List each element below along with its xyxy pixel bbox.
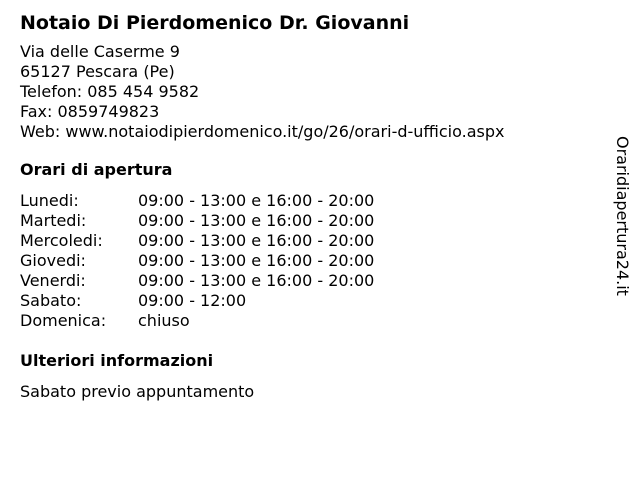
street-address: Via delle Caserme 9 bbox=[20, 42, 180, 61]
fax-number: Fax: 0859749823 bbox=[20, 102, 160, 121]
address-block bbox=[20, 42, 600, 142]
opening-hours-table bbox=[20, 191, 600, 331]
hours-day: Venerdi: bbox=[20, 271, 86, 290]
phone-number: Telefon: 085 454 9582 bbox=[20, 82, 200, 101]
hours-day: Domenica: bbox=[20, 311, 107, 330]
hours-time: 09:00 - 13:00 e 16:00 - 20:00 bbox=[138, 271, 375, 290]
hours-time: 09:00 - 13:00 e 16:00 - 20:00 bbox=[138, 251, 375, 270]
hours-row bbox=[20, 191, 600, 211]
page-title: Notaio Di Pierdomenico Dr. Giovanni bbox=[20, 12, 410, 34]
opening-hours-heading: Orari di apertura bbox=[20, 160, 173, 179]
hours-day: Sabato: bbox=[20, 291, 82, 310]
hours-time: 09:00 - 12:00 bbox=[138, 291, 247, 310]
hours-time: 09:00 - 13:00 e 16:00 - 20:00 bbox=[138, 211, 375, 230]
hours-row bbox=[20, 251, 600, 271]
hours-row bbox=[20, 211, 600, 231]
hours-day: Lunedi: bbox=[20, 191, 79, 210]
hours-time: 09:00 - 13:00 e 16:00 - 20:00 bbox=[138, 231, 375, 250]
more-info-heading: Ulteriori informazioni bbox=[20, 351, 214, 370]
hours-time: 09:00 - 13:00 e 16:00 - 20:00 bbox=[138, 191, 375, 210]
brand-watermark bbox=[612, 136, 632, 310]
hours-day: Martedi: bbox=[20, 211, 87, 230]
hours-day: Giovedi: bbox=[20, 251, 86, 270]
brand-text: Oraridiapertura24.it bbox=[613, 136, 632, 296]
more-info-text: Sabato previo appuntamento bbox=[20, 382, 255, 401]
business-info bbox=[20, 10, 600, 402]
hours-day: Mercoledi: bbox=[20, 231, 103, 250]
hours-row bbox=[20, 231, 600, 251]
website-text: Web: www.notaiodipierdomenico.it/go/26/orari-d-ufficio.aspx bbox=[20, 122, 505, 141]
hours-row bbox=[20, 311, 600, 331]
hours-row bbox=[20, 271, 600, 291]
hours-row bbox=[20, 291, 600, 311]
hours-time: chiuso bbox=[138, 311, 190, 330]
city-address: 65127 Pescara (Pe) bbox=[20, 62, 175, 81]
